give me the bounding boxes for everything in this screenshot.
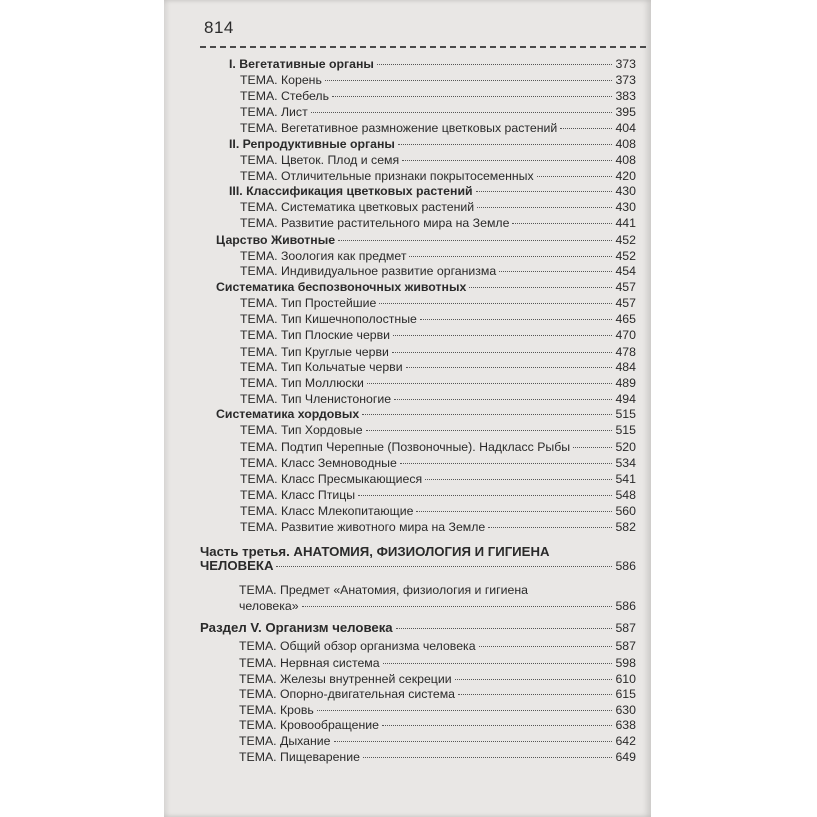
- toc-entry-title: Царство Животные: [216, 233, 336, 247]
- dot-leader: [425, 478, 612, 480]
- toc-entry-page: 383: [615, 89, 636, 103]
- toc-entry-page: 441: [615, 216, 636, 230]
- dot-leader: [302, 605, 613, 607]
- subject-line2: человека»: [239, 599, 299, 613]
- toc-entry-title: ТЕМА. Индивидуальное развитие организма: [240, 264, 497, 278]
- toc-entry: [240, 248, 636, 264]
- dot-leader: [393, 334, 612, 336]
- toc-entry-page: 638: [615, 718, 636, 732]
- dot-leader: [537, 175, 613, 177]
- toc-entry: [239, 655, 636, 671]
- toc-entry-title: ТЕМА. Класс Млекопитающие: [240, 504, 414, 518]
- toc-entry-title: ТЕМА. Подтип Черепные (Позвоночные). Надкласс Рыбы: [240, 440, 571, 454]
- dot-leader: [379, 302, 612, 304]
- toc-entry-page: 515: [615, 423, 636, 437]
- toc-entry-title: ТЕМА. Тип Кишечнополостные: [240, 312, 417, 326]
- dot-leader: [338, 239, 612, 241]
- toc-entry-page: 430: [615, 200, 636, 214]
- toc-entry: [240, 295, 636, 311]
- toc-entry: [229, 56, 636, 72]
- toc-entry-title: ТЕМА. Пищеварение: [239, 750, 360, 764]
- toc-entry: [240, 104, 636, 120]
- toc-entry-page: 520: [615, 440, 636, 454]
- dot-leader: [402, 159, 612, 161]
- toc-entry-title: ТЕМА. Железы внутренней секреции: [239, 672, 452, 686]
- toc-entry-title: ТЕМА. Тип Моллюски: [240, 376, 364, 390]
- toc-entry-page: 615: [615, 687, 636, 701]
- dot-leader: [367, 382, 613, 384]
- toc-entry-page: 587: [615, 639, 636, 653]
- toc-entry-page: 452: [615, 249, 636, 263]
- toc-entry: [240, 199, 636, 215]
- section-row: [200, 620, 636, 636]
- part-title-line1: Часть третья. АНАТОМИЯ, ФИЗИОЛОГИЯ И ГИГИЕНА: [200, 544, 550, 559]
- subject-row: [239, 598, 636, 614]
- toc-entry-title: ТЕМА. Нервная система: [239, 656, 380, 670]
- toc-entry-page: 534: [615, 456, 636, 470]
- section-page: 587: [615, 621, 636, 635]
- toc-entry: [239, 717, 636, 733]
- toc-entry: [240, 439, 636, 455]
- toc-entry-page: 489: [615, 376, 636, 390]
- dot-leader: [458, 693, 612, 695]
- toc-entry-page: 452: [615, 233, 636, 247]
- dot-leader: [392, 351, 613, 353]
- part-page: 586: [615, 559, 636, 573]
- dot-leader: [488, 526, 612, 528]
- toc-entry-page: 457: [615, 280, 636, 294]
- toc-entry: [216, 232, 636, 248]
- toc-entry-page: 630: [615, 703, 636, 717]
- toc-entry-page: 484: [615, 360, 636, 374]
- toc-entry-page: 457: [615, 296, 636, 310]
- toc-entry: [240, 471, 636, 487]
- toc-entry-title: ТЕМА. Систематика цветковых растений: [240, 200, 475, 214]
- toc-entry-page: 478: [615, 345, 636, 359]
- dot-leader: [332, 95, 612, 97]
- toc-entry-title: ТЕМА. Тип Круглые черви: [240, 345, 389, 359]
- toc-entry: [240, 168, 636, 184]
- dot-leader: [406, 366, 613, 368]
- toc-entry: [216, 279, 636, 295]
- toc-entry-title: ТЕМА. Корень: [240, 73, 322, 87]
- toc-entry-page: 454: [615, 264, 636, 278]
- toc-entry: [240, 422, 636, 438]
- toc-entry-page: 373: [615, 57, 636, 71]
- dot-leader: [416, 510, 612, 512]
- toc-entry-title: ТЕМА. Класс Птицы: [240, 488, 356, 502]
- toc-entry: [240, 455, 636, 471]
- toc-entry-title: ТЕМА. Развитие растительного мира на Земле: [240, 216, 510, 230]
- toc-entry-title: I. Вегетативные органы: [229, 57, 374, 71]
- toc-entry-page: 642: [615, 734, 636, 748]
- toc-entry-title: ТЕМА. Вегетативное размножение цветковых растений: [240, 121, 558, 135]
- toc-entry: [240, 88, 636, 104]
- toc-entry-page: 404: [615, 121, 636, 135]
- toc-entry: [240, 311, 636, 327]
- dot-leader: [363, 756, 613, 758]
- toc-entry-page: 494: [615, 392, 636, 406]
- dot-leader: [358, 494, 612, 496]
- toc-entry-title: ТЕМА. Развитие животного мира на Земле: [240, 520, 486, 534]
- toc-entry-title: ТЕМА. Цветок. Плод и семя: [240, 153, 400, 167]
- toc-entry-title: ТЕМА. Стебель: [240, 89, 329, 103]
- dot-leader: [455, 678, 613, 680]
- toc-entry-page: 649: [615, 750, 636, 764]
- part-title-line2: ЧЕЛОВЕКА: [200, 558, 274, 573]
- toc-entry-page: 430: [615, 184, 636, 198]
- dot-leader: [476, 190, 613, 192]
- dot-leader: [276, 565, 612, 567]
- toc-entry-page: 470: [615, 328, 636, 342]
- toc-entry-title: ТЕМА. Лист: [240, 105, 308, 119]
- toc-entry: [239, 638, 636, 654]
- toc-entry-title: ТЕМА. Общий обзор организма человека: [239, 639, 476, 653]
- toc-entry-title: III. Классификация цветковых растений: [229, 184, 473, 198]
- toc-entry: [239, 671, 636, 687]
- dot-leader: [325, 79, 613, 81]
- dot-leader: [366, 429, 613, 431]
- toc-entry: [239, 686, 636, 702]
- section-title: Раздел V. Организм человека: [200, 620, 393, 635]
- toc-entry-page: 373: [615, 73, 636, 87]
- toc-entry-page: 560: [615, 504, 636, 518]
- dot-leader: [334, 740, 613, 742]
- header-rule: [200, 46, 646, 48]
- toc-entry-title: ТЕМА. Кровь: [239, 703, 314, 717]
- toc-entry: [229, 183, 636, 199]
- toc-entry-page: 465: [615, 312, 636, 326]
- toc-entry: [240, 359, 636, 375]
- dot-leader: [479, 645, 613, 647]
- dot-leader: [317, 709, 613, 711]
- toc-entry-title: ТЕМА. Опорно-двигательная система: [239, 687, 455, 701]
- dot-leader: [362, 413, 612, 415]
- toc-entry-title: ТЕМА. Тип Простейшие: [240, 296, 377, 310]
- dot-leader: [499, 270, 612, 272]
- toc-entry: [239, 702, 636, 718]
- toc-entry: [239, 749, 636, 765]
- toc-entry: [229, 136, 636, 152]
- toc-entry: [240, 152, 636, 168]
- toc-entry-page: 395: [615, 105, 636, 119]
- toc-entry-page: 408: [615, 137, 636, 151]
- page-number: 814: [204, 18, 234, 37]
- toc-entry-title: ТЕМА. Класс Пресмыкающиеся: [240, 472, 423, 486]
- toc-entry: [240, 327, 636, 343]
- toc-entry-title: II. Репродуктивные органы: [229, 137, 395, 151]
- dot-leader: [396, 627, 613, 629]
- toc-entry: [240, 503, 636, 519]
- dot-leader: [383, 662, 613, 664]
- toc-entry-title: ТЕМА. Тип Членистоногие: [240, 392, 392, 406]
- toc-entry-title: ТЕМА. Тип Плоские черви: [240, 328, 391, 342]
- dot-leader: [469, 286, 612, 288]
- toc-entry-title: ТЕМА. Тип Кольчатые черви: [240, 360, 403, 374]
- dot-leader: [311, 111, 613, 113]
- part-title-row: [200, 558, 636, 574]
- toc-entry-page: 541: [615, 472, 636, 486]
- toc-entry: [240, 263, 636, 279]
- dot-leader: [382, 724, 613, 726]
- toc-entry: [240, 344, 636, 360]
- toc-entry-title: ТЕМА. Кровообращение: [239, 718, 379, 732]
- toc-entry-title: ТЕМА. Отличительные признаки покрытосеменных: [240, 169, 534, 183]
- toc-entry: [239, 733, 636, 749]
- toc-entry-page: 610: [615, 672, 636, 686]
- subject-page: 586: [615, 599, 636, 613]
- toc-entry: [240, 519, 636, 535]
- toc-entry-title: Систематика беспозвоночных животных: [216, 280, 467, 294]
- dot-leader: [477, 206, 612, 208]
- toc-entry: [240, 72, 636, 88]
- dot-leader: [409, 255, 612, 257]
- toc-entry: [240, 391, 636, 407]
- dot-leader: [512, 222, 612, 224]
- toc-entry: [240, 375, 636, 391]
- dot-leader: [377, 63, 613, 65]
- toc-entry: [240, 487, 636, 503]
- subject-line1: ТЕМА. Предмет «Анатомия, физиология и гигиена: [239, 583, 529, 597]
- toc-entry-page: 515: [615, 407, 636, 421]
- dot-leader: [573, 446, 612, 448]
- dot-leader: [400, 462, 613, 464]
- toc-entry-title: ТЕМА. Дыхание: [239, 734, 331, 748]
- toc-entry-page: 582: [615, 520, 636, 534]
- toc-entry: [240, 215, 636, 231]
- dot-leader: [420, 318, 613, 320]
- toc-entry: [216, 406, 636, 422]
- toc-entry: [240, 120, 636, 136]
- toc-entry-page: 408: [615, 153, 636, 167]
- toc-entry-title: ТЕМА. Класс Земноводные: [240, 456, 397, 470]
- toc-entry-page: 548: [615, 488, 636, 502]
- toc-entry-page: 420: [615, 169, 636, 183]
- toc-entry-page: 598: [615, 656, 636, 670]
- dot-leader: [560, 127, 612, 129]
- dot-leader: [394, 398, 612, 400]
- toc-entry-title: ТЕМА. Зоология как предмет: [240, 249, 407, 263]
- toc-entry-title: Систематика хордовых: [216, 407, 360, 421]
- dot-leader: [398, 143, 613, 145]
- toc-entry-title: ТЕМА. Тип Хордовые: [240, 423, 363, 437]
